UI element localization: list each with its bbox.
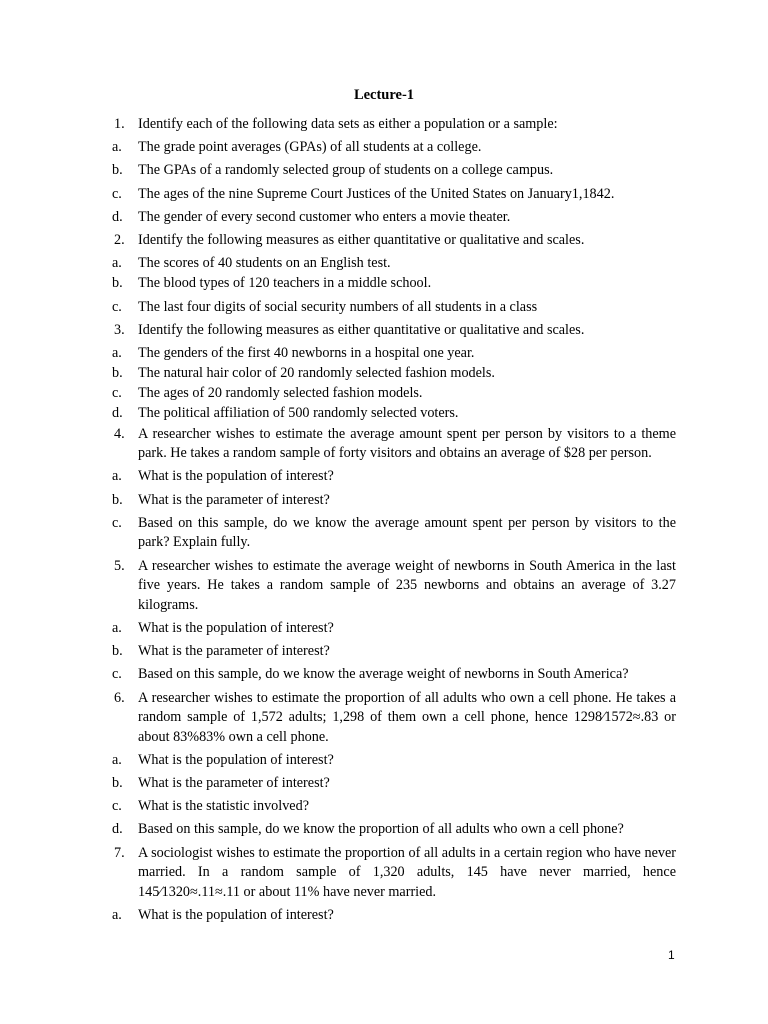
list-item	[112, 425, 676, 464]
list-item	[112, 298, 676, 318]
list-item	[112, 491, 676, 511]
item-number: 7.	[114, 844, 125, 861]
item-letter: d.	[112, 208, 123, 225]
list-item	[112, 774, 676, 794]
list-item	[112, 138, 676, 158]
question-list	[112, 115, 676, 926]
item-letter: c.	[112, 666, 122, 683]
item-text: Identify the following measures as either quantitative or qualitative and scales.	[138, 231, 585, 248]
list-item	[112, 514, 676, 553]
list-item	[112, 557, 676, 616]
item-letter: b.	[112, 162, 123, 179]
list-item	[112, 231, 676, 251]
list-item	[112, 185, 676, 205]
item-letter: d.	[112, 821, 123, 838]
item-text: The natural hair color of 20 randomly selected fashion models.	[138, 365, 495, 382]
item-letter: a.	[112, 619, 122, 636]
item-text: Based on this sample, do we know the proportion of all adults who own a cell phone?	[138, 821, 624, 838]
item-letter: c.	[112, 514, 122, 531]
list-item	[112, 404, 676, 424]
item-text: Based on this sample, do we know the average weight of newborns in South America?	[138, 666, 629, 683]
item-number: 5.	[114, 557, 125, 574]
list-item	[112, 467, 676, 487]
item-letter: b.	[112, 275, 123, 292]
list-item	[112, 274, 676, 294]
item-text: Identify the following measures as either quantitative or qualitative and scales.	[138, 321, 585, 338]
item-text: The scores of 40 students on an English test.	[138, 255, 391, 272]
item-text: What is the population of interest?	[138, 468, 334, 485]
item-letter: b.	[112, 491, 123, 508]
list-item	[112, 364, 676, 384]
item-letter: c.	[112, 298, 122, 315]
item-text: What is the parameter of interest?	[138, 775, 330, 792]
list-item	[112, 115, 676, 135]
page-number: 1	[668, 948, 675, 962]
item-text: The ages of the nine Supreme Court Justices of the United States on January1,1842.	[138, 185, 615, 202]
item-text: The political affiliation of 500 randomly selected voters.	[138, 405, 459, 422]
item-text: Based on this sample, do we know the average amount spent per person by visitors to the park? Explain fully.	[138, 514, 676, 551]
item-text: What is the population of interest?	[138, 619, 334, 636]
list-item	[112, 161, 676, 181]
item-number: 6.	[114, 689, 125, 706]
item-text: The genders of the first 40 newborns in a hospital one year.	[138, 344, 475, 361]
item-letter: a.	[112, 751, 122, 768]
item-letter: a.	[112, 139, 122, 156]
item-text: The ages of 20 randomly selected fashion models.	[138, 385, 423, 402]
page-title: Lecture-1	[353, 87, 415, 103]
item-text: A researcher wishes to estimate the proportion of all adults who own a cell phone. He takes a random sample of 1,572 adults; 1,298 of them own a cell phone, hence 1298⁄1572≈.83 or about 83%83% own a cell phone.	[138, 689, 676, 745]
list-item	[112, 254, 676, 274]
item-text: What is the population of interest?	[138, 907, 334, 923]
list-item	[112, 844, 676, 903]
list-item	[112, 321, 676, 341]
item-letter: a.	[112, 468, 122, 485]
list-item	[112, 689, 676, 748]
item-number: 1.	[114, 116, 125, 132]
list-item	[112, 820, 676, 840]
item-text: What is the statistic involved?	[138, 798, 309, 815]
item-letter: b.	[112, 365, 123, 382]
item-letter: b.	[112, 775, 123, 792]
item-letter: c.	[112, 798, 122, 815]
item-letter: d.	[112, 405, 123, 422]
item-text: The blood types of 120 teachers in a middle school.	[138, 275, 432, 292]
item-text: What is the parameter of interest?	[138, 643, 330, 660]
list-item	[112, 344, 676, 364]
list-item	[112, 751, 676, 771]
list-item	[112, 208, 676, 228]
list-item	[112, 665, 676, 685]
item-letter: a.	[112, 255, 122, 272]
item-text: A sociologist wishes to estimate the proportion of all adults in a certain region who have never married. In a random sample of 1,320 adults, 145 have never married, hence 145⁄1320≈.11≈.11 or about 11% have never married.	[138, 844, 676, 900]
item-text: The grade point averages (GPAs) of all students at a college.	[138, 139, 482, 156]
list-item	[112, 619, 676, 639]
item-letter: a.	[112, 907, 122, 923]
item-number: 4.	[114, 425, 125, 442]
item-text: Identify each of the following data sets as either a population or a sample:	[138, 116, 558, 132]
list-item	[112, 797, 676, 817]
item-text: A researcher wishes to estimate the average amount spent per person by visitors to a theme park. He takes a random sample of forty visitors and obtains an average of $28 per person.	[138, 425, 676, 462]
item-letter: c.	[112, 185, 122, 202]
item-text: The GPAs of a randomly selected group of students on a college campus.	[138, 162, 554, 179]
item-text: What is the population of interest?	[138, 751, 334, 768]
item-letter: c.	[112, 385, 122, 402]
item-text: The last four digits of social security numbers of all students in a class	[138, 298, 538, 315]
list-item	[112, 384, 676, 404]
list-item	[112, 906, 676, 926]
item-letter: a.	[112, 344, 122, 361]
item-letter: b.	[112, 643, 123, 660]
item-text: The gender of every second customer who enters a movie theater.	[138, 208, 511, 225]
item-text: What is the parameter of interest?	[138, 491, 330, 508]
item-number: 3.	[114, 321, 125, 338]
item-number: 2.	[114, 231, 125, 248]
list-item	[112, 642, 676, 662]
item-text: A researcher wishes to estimate the average weight of newborns in South America in the last five years. He takes a random sample of 235 newborns and obtains an average of 3.27 kilograms.	[138, 557, 676, 613]
